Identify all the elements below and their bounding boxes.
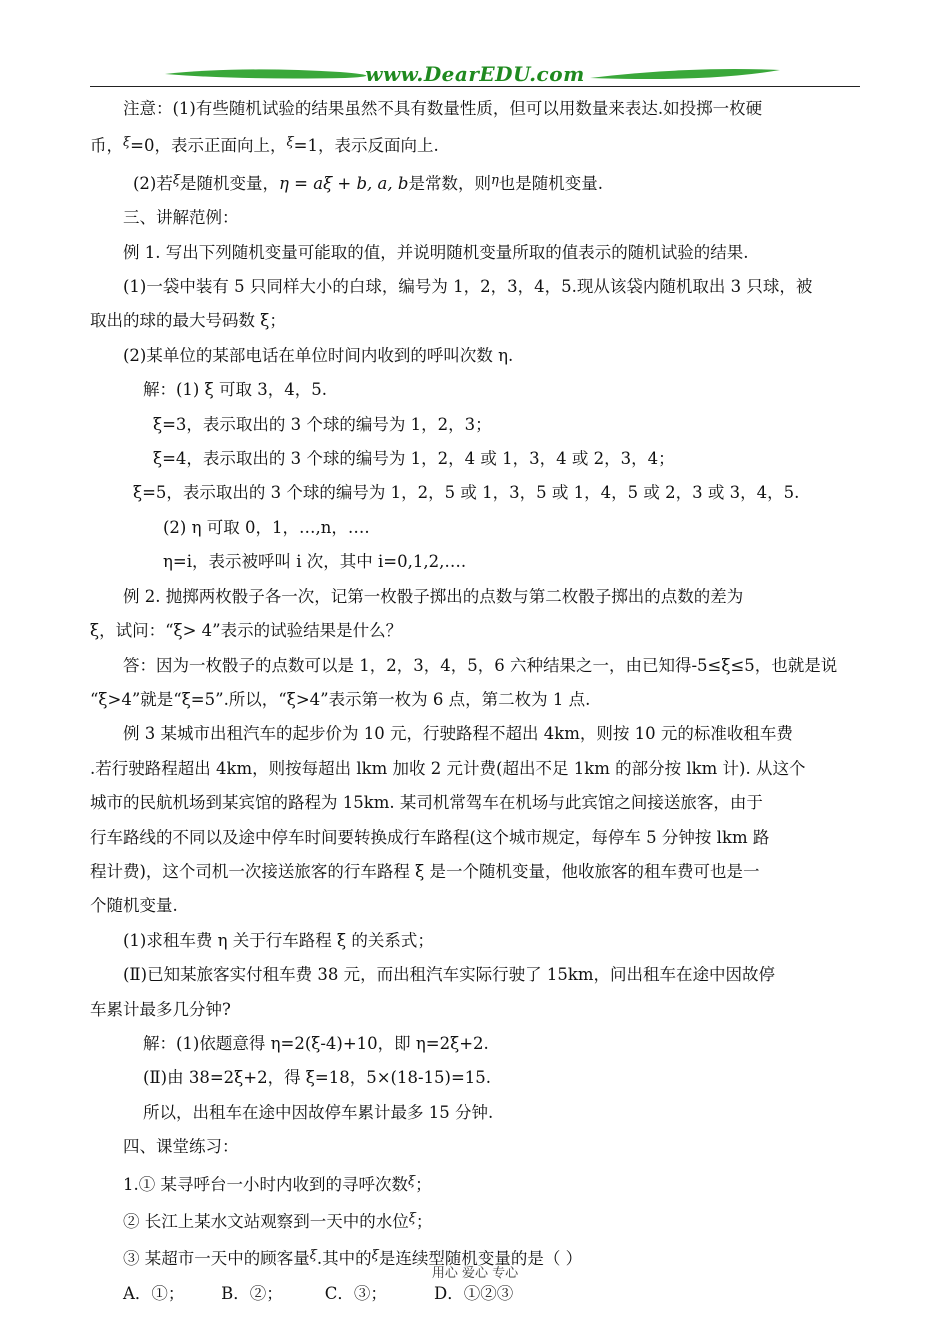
- section-heading-examples: 三、讲解范例：: [123, 208, 239, 228]
- text: (2)若: [133, 173, 173, 193]
- example-3-line2: .若行驶路程超出 4km，则按每超出 lkm 加收 2 元计费(超出不足 1km 的部分按 lkm 计). 从这个: [90, 758, 806, 778]
- para-note-2: [90, 164, 860, 201]
- xi-symbol: ξ: [371, 1248, 379, 1264]
- xi-symbol: ξ: [172, 172, 181, 188]
- text: 是随机变量，: [180, 173, 280, 193]
- page-footer: 用心 爱心 专心: [431, 1266, 519, 1281]
- eta-symbol: η: [490, 172, 499, 188]
- example-3-q2-cont: 车累计最多几分钟?: [90, 999, 231, 1019]
- text: =0，表示正面向上，: [130, 136, 287, 156]
- solution-1-line5: (2) η 可取 0，1，…,n，….: [163, 517, 370, 537]
- example-3-line5: 程计费)，这个司机一次接送旅客的行车路程 ξ 是一个随机变量，他收旅客的租车费可也是一: [90, 861, 760, 881]
- solution-1-line3: ξ=4，表示取出的 3 个球的编号为 1，2，4 或 1，3，4 或 2，3，4；: [153, 449, 675, 469]
- solution-1-line4: ξ=5，表示取出的 3 个球的编号为 1，2，5 或 1，3，5 或 1，4，5 或 2，3 或 3，4，5.: [133, 483, 800, 503]
- example-2-cont: ξ，试问：“ξ> 4”表示的试验结果是什么？: [90, 621, 403, 641]
- text: .其中的: [316, 1249, 372, 1269]
- document-body: [90, 92, 860, 1311]
- solution-1-line2: ξ=3，表示取出的 3 个球的编号为 1，2，3；: [153, 414, 492, 434]
- answer-2-cont: “ξ>4”就是“ξ=5”.所以，“ξ>4”表示第一枚为 6 点，第二枚为 1 点.: [90, 689, 591, 709]
- example-3-title: 例 3 某城市出租汽车的起步价为 10 元，行驶路程不超出 4km，则按 10 元的标准收租车费: [123, 724, 793, 744]
- practice-item-2: [90, 1202, 860, 1239]
- solution-1-line6: η=i，表示被呼叫 i 次，其中 i=0,1,2,….: [163, 552, 467, 572]
- practice-options: A．①； B．②； C．③； D．①②③: [123, 1283, 514, 1303]
- text: 是常数，则: [408, 173, 491, 193]
- text: 是连续型随机变量的是（ ）: [378, 1249, 583, 1269]
- text: ② 长江上某水文站观察到一天中的水位: [123, 1212, 409, 1231]
- example-3-line4: 行车路线的不同以及途中停车时间要转换成行车路程(这个城市规定，每停车 5 分钟按 lkm 路: [90, 827, 770, 847]
- solution-3-line1: 解：(1)依题意得 η=2(ξ-4)+10，即 η=2ξ+2.: [143, 1033, 489, 1053]
- solution-3-line2: (Ⅱ)由 38=2ξ+2，得 ξ=18，5×(18-15)=15.: [143, 1068, 492, 1088]
- example-1-part1: (1)一袋中装有 5 只同样大小的白球，编号为 1，2，3，4，5.现从该袋内随机取出 3 只球，被: [123, 277, 813, 297]
- example-1-part1-cont: 取出的球的最大号码数 ξ；: [90, 311, 286, 331]
- example-2-title: 例 2. 抛掷两枚骰子各一次，记第一枚骰子掷出的点数与第二枚骰子掷出的点数的差为: [123, 586, 744, 606]
- xi-symbol: ξ: [408, 1173, 416, 1189]
- xi-symbol: ξ: [286, 135, 294, 151]
- text: ；: [415, 1174, 432, 1194]
- text: ；: [415, 1212, 433, 1231]
- solution-1-line1: 解：(1) ξ 可取 3，4，5.: [143, 380, 327, 400]
- text: =1，表示反面向上.: [293, 136, 439, 156]
- text: ③ 某超市一天中的顾客量: [123, 1249, 310, 1269]
- practice-item-1: [90, 1165, 860, 1202]
- answer-2: 答：因为一枚骰子的点数可以是 1，2，3，4，5，6 六种结果之一，由已知得-5≤ξ≤5，也就是说: [123, 655, 838, 675]
- text: 也是随机变量.: [498, 173, 603, 193]
- text: 币，: [90, 136, 123, 156]
- text: 1.① 某寻呼台一小时内收到的寻呼次数: [123, 1174, 408, 1194]
- example-1-title: 例 1. 写出下列随机变量可能取的值，并说明随机变量所取的值表示的随机试验的结果.: [123, 242, 749, 262]
- xi-symbol: ξ: [123, 135, 131, 151]
- formula: η = aξ + b, a, b: [279, 173, 409, 193]
- para-note-1: 注意：(1)有些随机试验的结果虽然不具有数量性质，但可以用数量来表达.如投掷一枚硬: [123, 99, 763, 118]
- example-3-q2: (Ⅱ)已知某旅客实付租车费 38 元，而出租汽车实际行驶了 15km，问出租车在途中因故停: [123, 965, 775, 985]
- xi-symbol: ξ: [309, 1248, 317, 1264]
- example-3-line3: 城市的民航机场到某宾馆的路程为 15km. 某司机常驾车在机场与此宾馆之间接送旅客，由于: [90, 793, 763, 813]
- example-3-q1: (1)求租车费 η 关于行车路程 ξ 的关系式；: [123, 930, 434, 950]
- header-rule: [90, 86, 860, 87]
- example-3-line6: 个随机变量.: [90, 896, 178, 916]
- solution-3-line3: 所以，出租车在途中因故停车累计最多 15 分钟.: [143, 1102, 494, 1122]
- example-1-part2: (2)某单位的某部电话在单位时间内收到的呼叫次数 η.: [123, 345, 514, 365]
- xi-symbol: ξ: [408, 1211, 416, 1226]
- site-brand: www.DearEDU.com: [365, 62, 585, 86]
- section-heading-practice: 四、课堂练习：: [123, 1137, 239, 1157]
- para-note-1-cont: [90, 126, 860, 163]
